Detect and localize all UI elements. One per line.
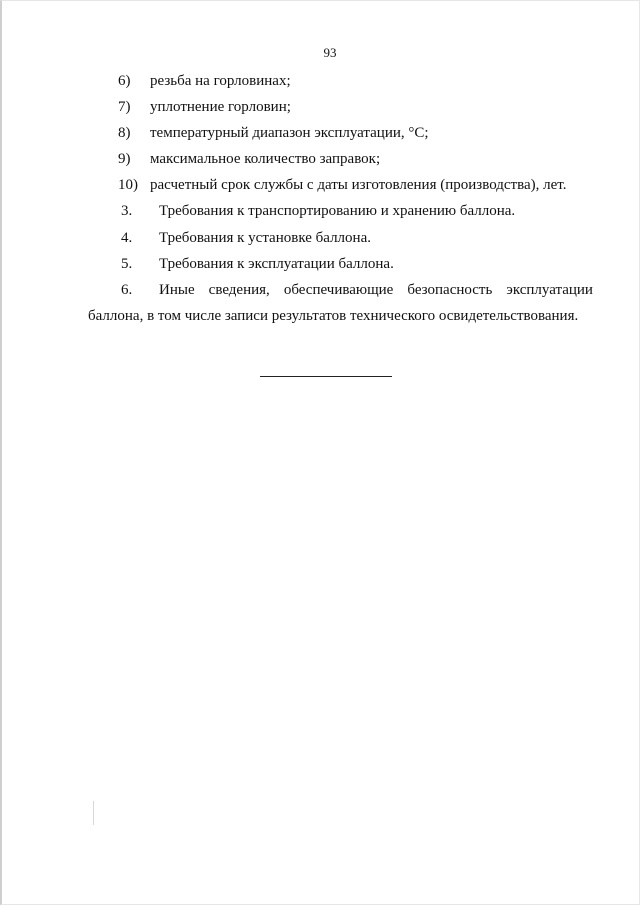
section-marker: 5. <box>121 256 133 272</box>
section-6-word: безопасность <box>407 282 493 298</box>
page-number: 93 <box>323 45 337 60</box>
item-text: резьба на горловинах; <box>150 73 291 89</box>
section-marker: 3. <box>121 203 133 219</box>
section-6-word: сведения, <box>208 282 270 298</box>
item-text: уплотнение горловин; <box>150 99 291 115</box>
section-6-word: обеспечивающие <box>283 282 394 298</box>
scan-artifact <box>93 801 94 825</box>
section-text: Требования к установке баллона. <box>159 230 371 246</box>
section-6-word: эксплуатации <box>506 282 593 298</box>
closing-rule <box>260 376 392 377</box>
section-marker: 4. <box>121 230 133 246</box>
section-text: Требования к транспортированию и хранению баллона. <box>159 203 516 219</box>
item-marker: 10) <box>118 177 138 193</box>
item-marker: 7) <box>118 99 131 115</box>
item-marker: 9) <box>118 151 131 167</box>
item-marker: 8) <box>118 125 131 141</box>
item-text: температурный диапазон эксплуатации, °С; <box>150 125 429 141</box>
section-6-first-line <box>159 281 593 299</box>
item-text: расчетный срок службы с даты изготовления (производства), лет. <box>150 177 567 193</box>
section-6-word: Иные <box>159 282 195 298</box>
section-6-continuation: баллона, в том числе записи результатов технического освидетельствования. <box>88 308 579 324</box>
section-marker: 6. <box>121 282 133 298</box>
item-marker: 6) <box>118 73 131 89</box>
item-text: максимальное количество заправок; <box>150 151 381 167</box>
section-text: Требования к эксплуатации баллона. <box>159 256 394 272</box>
